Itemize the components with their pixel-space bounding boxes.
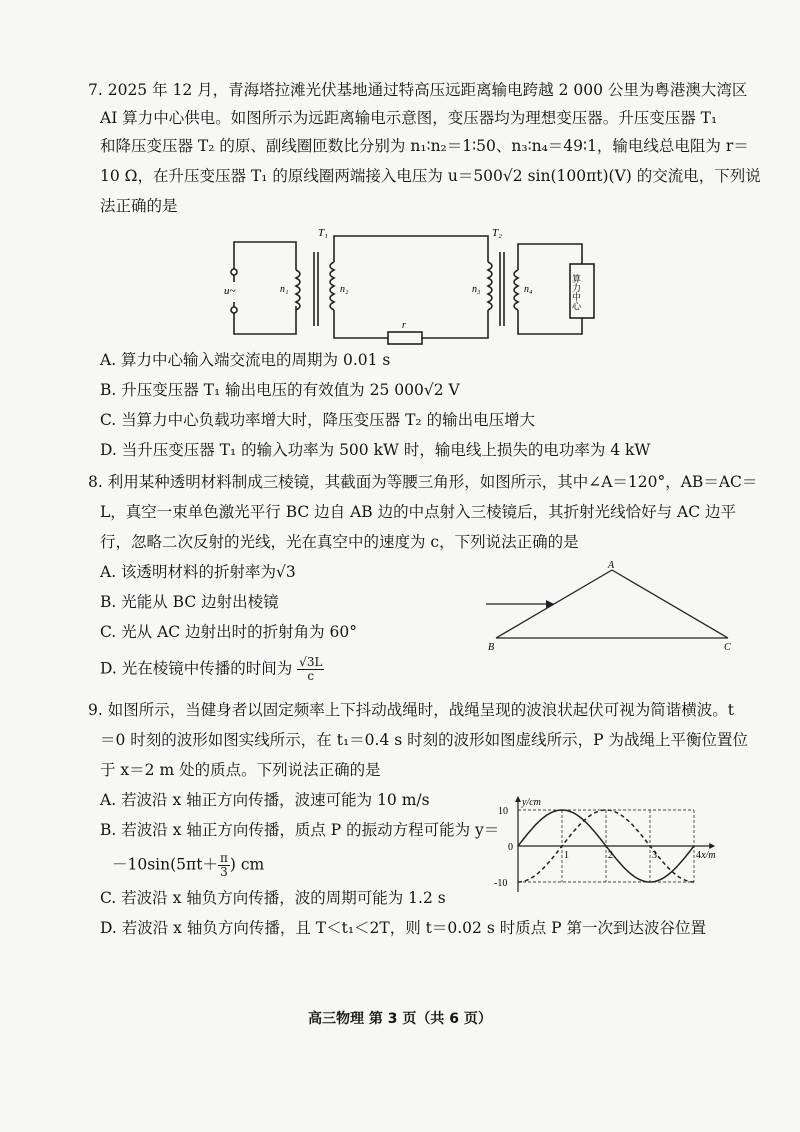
q8-option-d-denominator: c [307, 669, 315, 683]
q9-stem-line2: ＝0 时刻的波形如图实线所示，在 t₁＝0.4 s 时刻的波形如图虚线所示，P 为战绳上平衡位置位 [100, 731, 748, 749]
q9-option-d: D. 若波沿 x 轴负方向传播，且 T＜t₁＜2T，则 t＝0.02 s 时质点 P 第一次到达波谷位置 [100, 919, 706, 937]
q8-stem-line2: L，真空一束单色激光平行 BC 边自 AB 边的中点射入三棱镜后，其折射光线恰好与 AC 边平 [100, 503, 737, 521]
q8-option-c: C. 光从 AC 边射出时的折射角为 60° [100, 623, 357, 641]
q9-stem-line3: 于 x＝2 m 处的质点。下列说法正确的是 [100, 761, 381, 779]
n1-label: n₁ [280, 284, 289, 295]
q8-option-a: A. 该透明材料的折射率为√3 [100, 563, 296, 581]
prism-diagram [484, 560, 744, 654]
x-tick-label: 3 [652, 850, 657, 861]
vertex-a-label: A [608, 560, 615, 571]
q7-stem-line3: 和降压变压器 T₂ 的原、副线圈匝数比分别为 n₁∶n₂＝1∶50、n₃∶n₄＝49∶1，输电线总电阻为 r＝ [100, 137, 749, 155]
q9-option-c: C. 若波沿 x 轴负方向传播，波的周期可能为 1.2 s [100, 889, 446, 907]
q9-option-a: A. 若波沿 x 轴正方向传播，波速可能为 10 m/s [100, 791, 430, 809]
q8-stem-line1: 8. 利用某种透明材料制成三棱镜，其截面为等腰三角形，如图所示，其中∠A＝120°，AB＝AC＝ [88, 473, 758, 491]
vertex-b-label: B [488, 642, 495, 653]
q9-option-b-line2 [112, 852, 264, 879]
q7-stem-line4: 10 Ω，在升压变压器 T₁ 的原线圈两端接入电压为 u＝500√2 sin(100πt)(V) 的交流电，下列说 [100, 167, 761, 185]
q7-stem-line2: AI 算力中心供电。如图所示为远距离输电示意图，变压器均为理想变压器。升压变压器 T₁ [100, 109, 718, 127]
n3-label: n₃ [472, 284, 481, 295]
q9-option-b-fraction [218, 852, 230, 879]
q9-option-b-expr-a: －10sin(5πt＋ [112, 855, 218, 874]
t2-label: T₂ [492, 227, 502, 239]
transmission-circuit-diagram [210, 222, 610, 352]
q8-option-d-numerator: √3L [299, 655, 323, 669]
x-tick-label: 2 [608, 850, 613, 861]
x-tick-label: 0 [508, 842, 513, 853]
y-tick-label: 10 [498, 806, 508, 817]
y-axis-arrow-icon [515, 796, 521, 802]
y-tick-label: -10 [494, 878, 508, 889]
q7-option-c: C. 当算力中心负载功率增大时，降压变压器 T₂ 的输出电压增大 [100, 411, 536, 429]
wave-chart [490, 796, 730, 896]
q7-option-d: D. 当升压变压器 T₁ 的输入功率为 500 kW 时，输电线上损失的电功率为 4 kW [100, 441, 651, 459]
q9-option-b-line1: B. 若波沿 x 轴正方向传播，质点 P 的振动方程可能为 y＝ [100, 821, 500, 839]
load-label: 算力中心 [571, 274, 581, 310]
q8-option-d-fraction [297, 656, 324, 683]
q8-option-d-text: D. 光在棱镜中传播的时间为 [100, 659, 293, 678]
q9-option-b-numerator: π [219, 851, 228, 865]
q7-stem-line5: 法正确的是 [100, 197, 178, 215]
x-tick-label: 1 [564, 850, 569, 861]
q8-option-d [100, 656, 324, 683]
n4-label: n₄ [524, 284, 533, 295]
q9-option-b-expr-b: ) cm [229, 855, 265, 874]
x-axis-arrow-icon [709, 843, 715, 849]
n2-label: n₂ [340, 284, 349, 295]
q9-stem-line1: 9. 如图所示，当健身者以固定频率上下抖动战绳时，战绳呈现的波浪状起伏可视为简谐横波。t [88, 701, 734, 719]
q8-stem-line3: 行，忽略二次反射的光线，光在真空中的速度为 c，下列说法正确的是 [100, 533, 579, 551]
q9-option-b-denominator: 3 [220, 865, 228, 879]
page-footer: 高三物理 第 3 页（共 6 页） [308, 1011, 492, 1027]
q7-option-a: A. 算力中心输入端交流电的周期为 0.01 s [100, 351, 391, 369]
q7-stem-line1: 7. 2025 年 12 月，青海塔拉滩光伏基地通过特高压远距离输电跨越 2 000 公里为粤港澳大湾区 [88, 81, 748, 99]
t1-label: T₁ [318, 227, 328, 239]
x-axis-label: x/m [701, 850, 716, 861]
x-tick-label: 4 [696, 850, 701, 861]
source-label: u~ [224, 285, 236, 297]
vertex-c-label: C [724, 642, 731, 653]
resistor-label: r [402, 320, 406, 331]
q7-option-b: B. 升压变压器 T₁ 输出电压的有效值为 25 000√2 V [100, 381, 460, 399]
q8-option-b: B. 光能从 BC 边射出棱镜 [100, 593, 279, 611]
y-axis-label: y/cm [522, 797, 541, 808]
